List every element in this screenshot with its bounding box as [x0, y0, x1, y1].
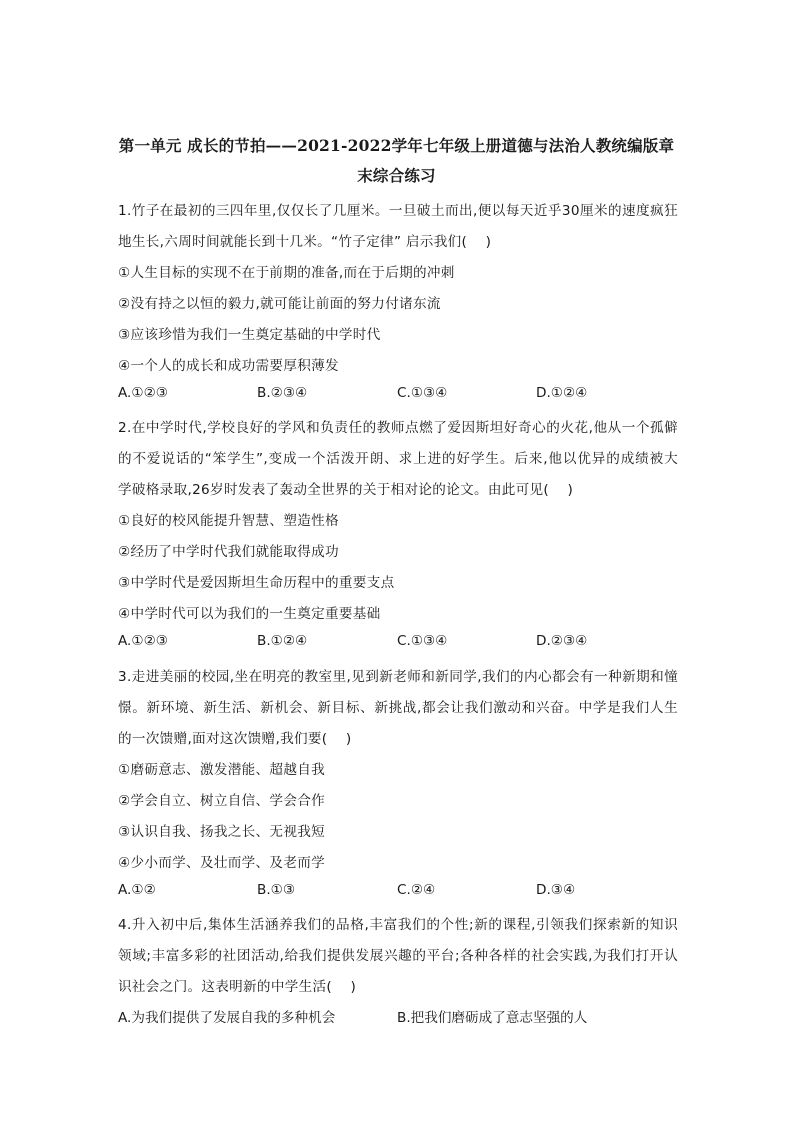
answer-choice-b: B.把我们磨砺成了意志坚强的人: [397, 1010, 588, 1026]
question-stem-line: 3.走进美丽的校园,坐在明亮的教室里,见到新老师和新同学,我们的内心都会有一种新期和憧: [118, 669, 678, 685]
question-stem-line: 的一次馈赠,面对这次馈赠,我们要( ): [118, 731, 352, 747]
question-stem-line: 的不爱说话的“笨学生”,变成一个活泼开朗、求上进的好学生。后来,他以优异的成绩被大: [118, 451, 678, 467]
answer-choice-c: C.①③④: [397, 385, 448, 401]
question-stem-line: 1.竹子在最初的三四年里,仅仅长了几厘米。一旦破土而出,便以每天近乎30厘米的速度疯狂: [118, 203, 678, 219]
answer-choice-a: A.①②: [118, 882, 156, 898]
answer-choice-a: A.①②③: [118, 385, 168, 401]
question-stem-line: 2.在中学时代,学校良好的学风和负责任的教师点燃了爱因斯坦好奇心的火花,他从一个孤僻: [118, 420, 678, 436]
statement-item: ②没有持之以恒的毅力,就可能让前面的努力付诸东流: [118, 296, 441, 312]
statement-item: ④中学时代可以为我们的一生奠定重要基础: [118, 606, 381, 622]
question-stem-line: 4.升入初中后,集体生活涵养我们的品格,丰富我们的个性;新的课程,引领我们探索新的知识: [118, 917, 678, 933]
answer-choice-b: B.②③④: [257, 385, 308, 401]
statement-item: ③认识自我、扬我之长、无视我短: [118, 824, 325, 840]
answer-choice-c: C.②④: [397, 882, 436, 898]
question-stem-line: 学破格录取,26岁时发表了轰动全世界的关于相对论的论文。由此可见( ): [118, 482, 574, 498]
answer-choice-a: A.①②③: [118, 633, 168, 649]
statement-item: ①良好的校风能提升智慧、塑造性格: [118, 513, 339, 529]
answer-choice-d: D.①②④: [536, 385, 588, 401]
question-stem-line: 领域;丰富多彩的社团活动,给我们提供发展兴趣的平台;各种各样的社会实践,为我们打开认: [118, 948, 678, 964]
answer-choice-b: B.①②④: [257, 633, 308, 649]
statement-item: ②经历了中学时代我们就能取得成功: [118, 544, 339, 560]
document-title-line-1: 第一单元 成长的节拍——2021-2022学年七年级上册道德与法治人教统编版章: [118, 136, 675, 155]
statement-item: ①磨砺意志、激发潜能、超越自我: [118, 762, 325, 778]
statement-item: ④少小而学、及壮而学、及老而学: [118, 855, 325, 871]
statement-item: ③应该珍惜为我们一生奠定基础的中学时代: [118, 327, 381, 343]
question-stem-line: 识社会之门。这表明新的中学生活( ): [118, 979, 357, 995]
statement-item: ③中学时代是爱因斯坦生命历程中的重要支点: [118, 575, 395, 591]
answer-choice-c: C.①③④: [397, 633, 448, 649]
statement-item: ②学会自立、树立自信、学会合作: [118, 793, 325, 809]
statement-item: ①人生目标的实现不在于前期的准备,而在于后期的冲刺: [118, 265, 455, 281]
answer-choice-b: B.①③: [257, 882, 296, 898]
question-stem-line: 憬。新环境、新生活、新机会、新目标、新挑战,都会让我们激动和兴奋。中学是我们人生: [118, 700, 678, 716]
answer-choice-a: A.为我们提供了发展自我的多种机会: [118, 1010, 336, 1026]
question-stem-line: 地生长,六周时间就能长到十几米。“竹子定律” 启示我们( ): [118, 234, 492, 250]
answer-choice-d: D.③④: [536, 882, 576, 898]
answer-choice-d: D.②③④: [536, 633, 588, 649]
document-title-line-2: 末综合练习: [357, 166, 436, 185]
statement-item: ④一个人的成长和成功需要厚积薄发: [118, 358, 339, 374]
